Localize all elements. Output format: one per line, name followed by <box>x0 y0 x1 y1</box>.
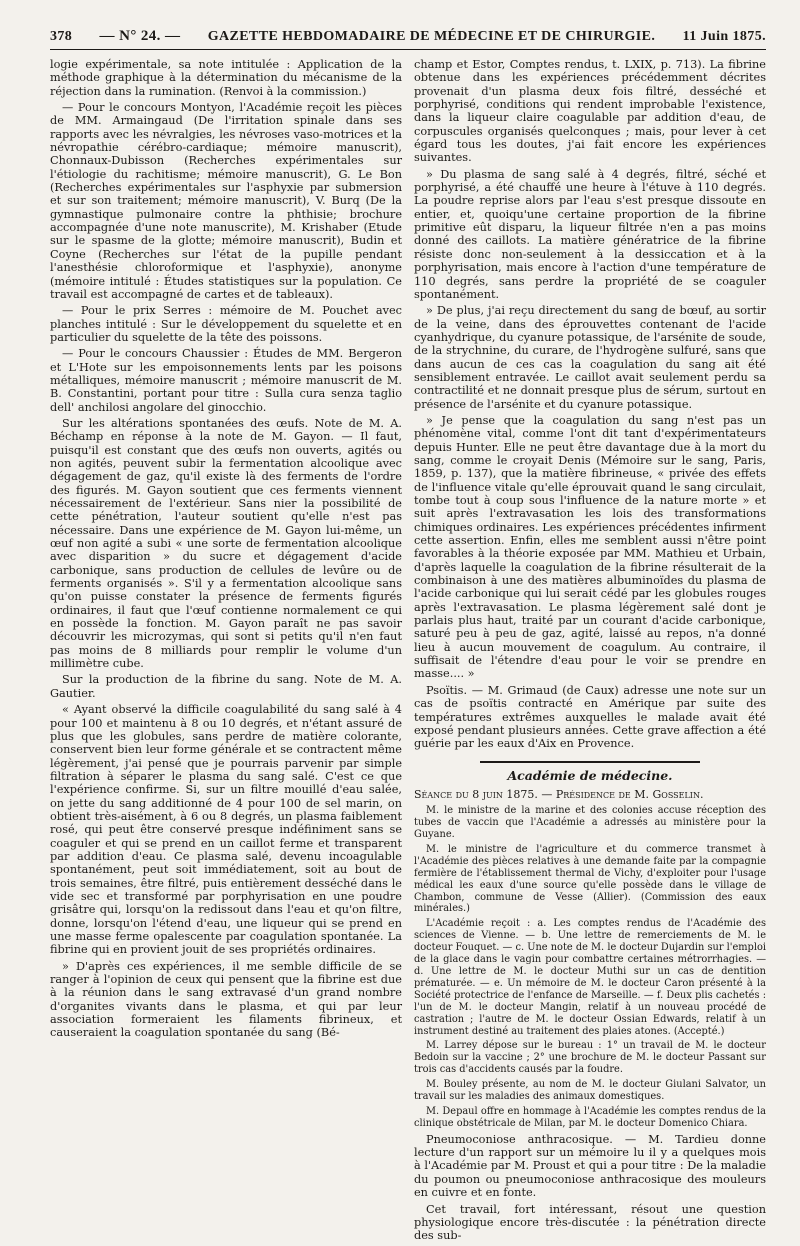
notice: M. le ministre de la marine et des colonies accuse réception des tubes de vaccin que l'Académie a adressés au ministère pour la Guyane. <box>414 805 766 841</box>
paragraph: » D'après ces expériences, il me semble difficile de se ranger à l'opinion de ceux qui pensent que la fibrine est due à la réunion dans le sang extravasé d'un grand nombre d'organites vivants dans le plasma, et qui par leur association formeraient les filaments fibrineux, et causeraient la coagulation spontanée du sang (Bé- <box>50 959 402 1040</box>
section-title: Académie de médecine. <box>507 767 673 783</box>
page-header <box>50 28 766 50</box>
paragraph: — Pour le prix Serres : mémoire de M. Pouchet avec planches intitulé : Sur le développement du squelette et en particulier du squelette de la tête des poissons. <box>50 304 402 344</box>
session-dateline: Séance du 8 juin 1875. — Présidence de M. Gosselin. <box>414 787 704 801</box>
left-column <box>50 58 402 1246</box>
paragraph-heading: Sur la production de la fibrine du sang. Note de M. A. Gautier. <box>50 673 402 700</box>
paragraph: — Pour le concours Chaussier : Études de MM. Bergeron et L'Hote sur les empoisonnements lents par les poisons métalliques, mémoire manuscrit ; mémoire manuscrit de M. B. Constantini, portant pour titre : Sulla cura senza taglio dell' anchilosi angolare del ginocchio. <box>50 347 402 414</box>
notice: L'Académie reçoit : a. Les comptes rendus de l'Académie des sciences de Vienne. — b. Une lettre de remerciements de M. le docteur Fouquet. — c. Une note de M. le docteur Dujardin sur l'emploi de la glace dans le vagin pour combattre certaines métrorrhagies. — d. Une lettre de M. le docteur Muthi sur un cas de dentition prématurée. — e. Un mémoire de M. le docteur Caron présenté à la Société protectrice de l'enfance de Marseille. — f. Deux plis cachetés : l'un de M. le docteur Mangin, relatif à un nouveau procédé de castration ; l'autre de M. le docteur Ossian Edwards, relatif à un instrument destiné au traitement des plaies atones. (Accepté.) <box>414 918 766 1037</box>
paragraph: » Je pense que la coagulation du sang n'est pas un phénomène vital, comme l'ont dit tant d'expérimentateurs depuis Hunter. Elle ne peut être davantage due à la mort du sang, comme le croyait Denis (Mémoire sur le sang, Paris, 1859, p. 137), que la matière fibrineuse, « privée des effets de l'influence vitale qu'elle éprouvait quand le sang circulait, tombe tout à coup sous l'influence de la nature morte » et suit après l'extravasation les lois des transformations chimiques ordinaires. Les expériences précédentes infirment cette assertion. Enfin, elles me semblent aussi n'être point favorables à la théorie exposée par MM. Mathieu et Urbain, d'après laquelle la coagulation de la fibrine résulterait de la combinaison à une des matières albuminoïdes du plasma de l'acide carbonique qui lui serait cédé par les globules rouges après l'extravasation. Le plasma légèrement salé dont je parlais plus haut, traité par un courant d'acide carbonique, saturé peu à peu de gaz, agité, laissé au repos, n'a donné lieu à aucun mouvement de coagulum. Au contraire, il suffisait de l'étendre d'eau pour le voir se prendre en masse.... » <box>414 413 766 681</box>
notice: M. Larrey dépose sur le bureau : 1° un travail de M. le docteur Bedoin sur la vaccine ; 2° une brochure de M. le docteur Passant sur trois cas d'accidents causés par la foudre. <box>414 1040 766 1076</box>
issue-number: — N° 24. — <box>99 28 181 44</box>
paragraph: » Du plasma de sang salé à 4 degrés, filtré, séché et porphyrisé, a été chauffé une heure à l'étuve à 110 degrés. La poudre reprise alors par l'eau s'est presque dissoute en entier, et, quoiqu'une certaine proportion de la fibrine primitive eût disparu, la liqueur filtrée n'en a pas moins donné des caillots. La matière génératrice de la fibrine résiste donc non-seulement à la dessiccation et à la porphyrisation, mais encore à l'action d'une température de 110 degrés, sans perdre la propriété de se coaguler spontanément. <box>414 167 766 301</box>
paragraph: — Pour le concours Montyon, l'Académie reçoit les pièces de MM. Armaingaud (De l'irritation spinale dans ses rapports avec les névralgies, les névroses vaso-motrices et la névropathie cérébro-cardiaque; mémoire manuscrit), Chonnaux-Dubisson (Recherches expérimentales sur l'étiologie du rachitisme; mémoire manuscrit), G. Le Bon (Recherches expérimentales sur l'asphyxie par submersion et sur son traitement; mémoire manuscrit), V. Burq (De la gymnastique pulmonaire contre la phthisie; brochure accompagnée d'une note manuscrite), M. Krishaber (Etude sur le spasme de la glotte; mémoire manuscrit), Budin et Coyne (Recherches sur l'état de la pupille pendant l'anesthésie chloroformique et l'asphyxie), anonyme (mémoire intitulé : Études statistiques sur la population. Ce travail est accompagné de cartes et de tableaux). <box>50 101 402 301</box>
paragraph: » De plus, j'ai reçu directement du sang de bœuf, au sortir de la veine, dans des éprouvettes contenant de l'acide cyanhydrique, du cyanure potassique, de l'arsénite de soude, de la strychnine, du curare, de l'hydrogène sulfuré, sans que dans aucun de ces cas la coagulation du sang ait été sensiblement entravée. Le caillot avait seulement perdu sa contractilité et ne donnait presque plus de sérum, surtout en présence de l'arsénite et du cyanure potassique. <box>414 304 766 411</box>
page-number: 378 <box>50 29 73 44</box>
issue-date: 11 Juin 1875. <box>682 29 766 44</box>
section-divider <box>480 761 700 763</box>
paragraph: Pneumoconiose anthracosique. — M. Tardieu donne lecture d'un rapport sur un mémoire lu il y a quelques mois à l'Académie par M. Proust et qui a pour titre : De la maladie du poumon ou pneumoconiose anthracosique des mouleurs en cuivre et en fonte. <box>414 1132 766 1200</box>
paragraph: Psoïtis. — M. Grimaud (de Caux) adresse une note sur un cas de psoïtis contracté en Amérique par suite des températures extrêmes auxquelles le malade avait été exposé pendant plusieurs années. Cette grave affection a été guérie par les eaux d'Aix en Provence. <box>414 683 766 751</box>
paragraph: logie expérimentale, sa note intitulée : Application de la méthode graphique à la détermination du mécanisme de la réjection dans la rumination. (Renvoi à la commission.) <box>50 58 402 98</box>
notice: M. Depaul offre en hommage à l'Académie les comptes rendus de la clinique obstétricale de Milan, par M. le docteur Domenico Chiara. <box>414 1105 766 1129</box>
paragraph: « Ayant observé la difficile coagulabilité du sang salé à 4 pour 100 et maintenu à 8 ou 10 degrés, et n'étant assuré de plus que les globules, sans perdre de matière colorante, conservent bien leur forme générale et se contractent même légèrement, j'ai pensé que je pourrais parvenir par simple filtration à séparer le plasma du sang salé. C'est ce que l'expérience confirme. Si, sur un filtre mouillé d'eau salée, on jette du sang additionné de 4 pour 100 de sel marin, on obtient très-aisément, à 6 ou 8 degrés, un plasma faiblement rosé, qui peut être conservé presque indéfiniment sans se coaguler et qui se prend en un caillot ferme et transparent par addition d'eau. Ce plasma salé, devenu incoagulable spontanément, peut soit immédiatement, soit au bout de trois semaines, être filtré, puis entièrement desséché dans le vide sec et transformé par porphyrisation en une poudre grisâtre qui, lorsqu'on la redissout dans l'eau et qu'on filtre, donne, lorsqu'on l'étend d'eau, une liqueur qui se prend en une masse ferme opalescente par coagulation spontanée. La fibrine qui en provient jouit de ses propriétés ordinaires. <box>50 703 402 957</box>
right-column <box>414 58 766 1246</box>
notice: M. le ministre de l'agriculture et du commerce transmet à l'Académie des pièces relatives à une demande faite par la compagnie fermière de l'établissement thermal de Vichy, d'exploiter pour l'usage médical les eaux d'une source qu'elle possède dans le village de Chambon, commune de Vesse (Allier). (Commission des eaux minérales.) <box>414 843 766 915</box>
text-columns <box>50 58 766 1246</box>
notice: M. Bouley présente, au nom de M. le docteur Giulani Salvator, un travail sur les maladies des animaux domestiques. <box>414 1079 766 1103</box>
paragraph: Cet travail, fort intéressant, résout une question physiologique encore très-discutée : la pénétration directe des sub- <box>414 1202 766 1243</box>
paragraph: champ et Estor, Comptes rendus, t. LXIX, p. 713). La fibrine obtenue dans les expériences précédemment décrites provenait d'un plasma deux fois filtré, desséché et porphyrisé, conditions qui rendent improbable l'existence, dans la liqueur claire coagulable par addition d'eau, de corpuscules organisés quelconques ; mais, pour lever à cet égard tous les doutes, j'ai fait encore les expériences suivantes. <box>414 58 766 165</box>
paragraph: Sur les altérations spontanées des œufs. Note de M. A. Béchamp en réponse à la note de M. Gayon. — Il faut, puisqu'il est constant que des œufs non ouverts, agités ou non agités, peuvent subir la fermentation alcoolique avec dégagement de gaz, qu'il existe là des ferments de l'ordre des figurés. M. Gayon soutient que ces ferments viennent nécessairement de l'extérieur. Sans nier la possibilité de cette pénétration, l'auteur soutient qu'elle n'est pas nécessaire. Dans une expérience de M. Gayon lui-même, un œuf non agité a subi « une sorte de fermentation alcoolique avec disparition » du sucre et dégagement d'acide carbonique, sans production de cellules de levûre ou de ferments organisés ». S'il y a fermentation alcoolique sans qu'on puisse constater la présence de ferments figurés ordinaires, il faut que l'œuf contienne normalement ce qui en possède la fonction. M. Gayon paraît ne pas savoir découvrir les microzymas, qui sont si petits qu'il n'en faut pas moins de 8 milliards pour remplir le volume d'un millimètre cube. <box>50 416 402 671</box>
journal-title: GAZETTE HEBDOMADAIRE DE MÉDECINE ET DE CHIRURGIE. <box>207 29 656 44</box>
